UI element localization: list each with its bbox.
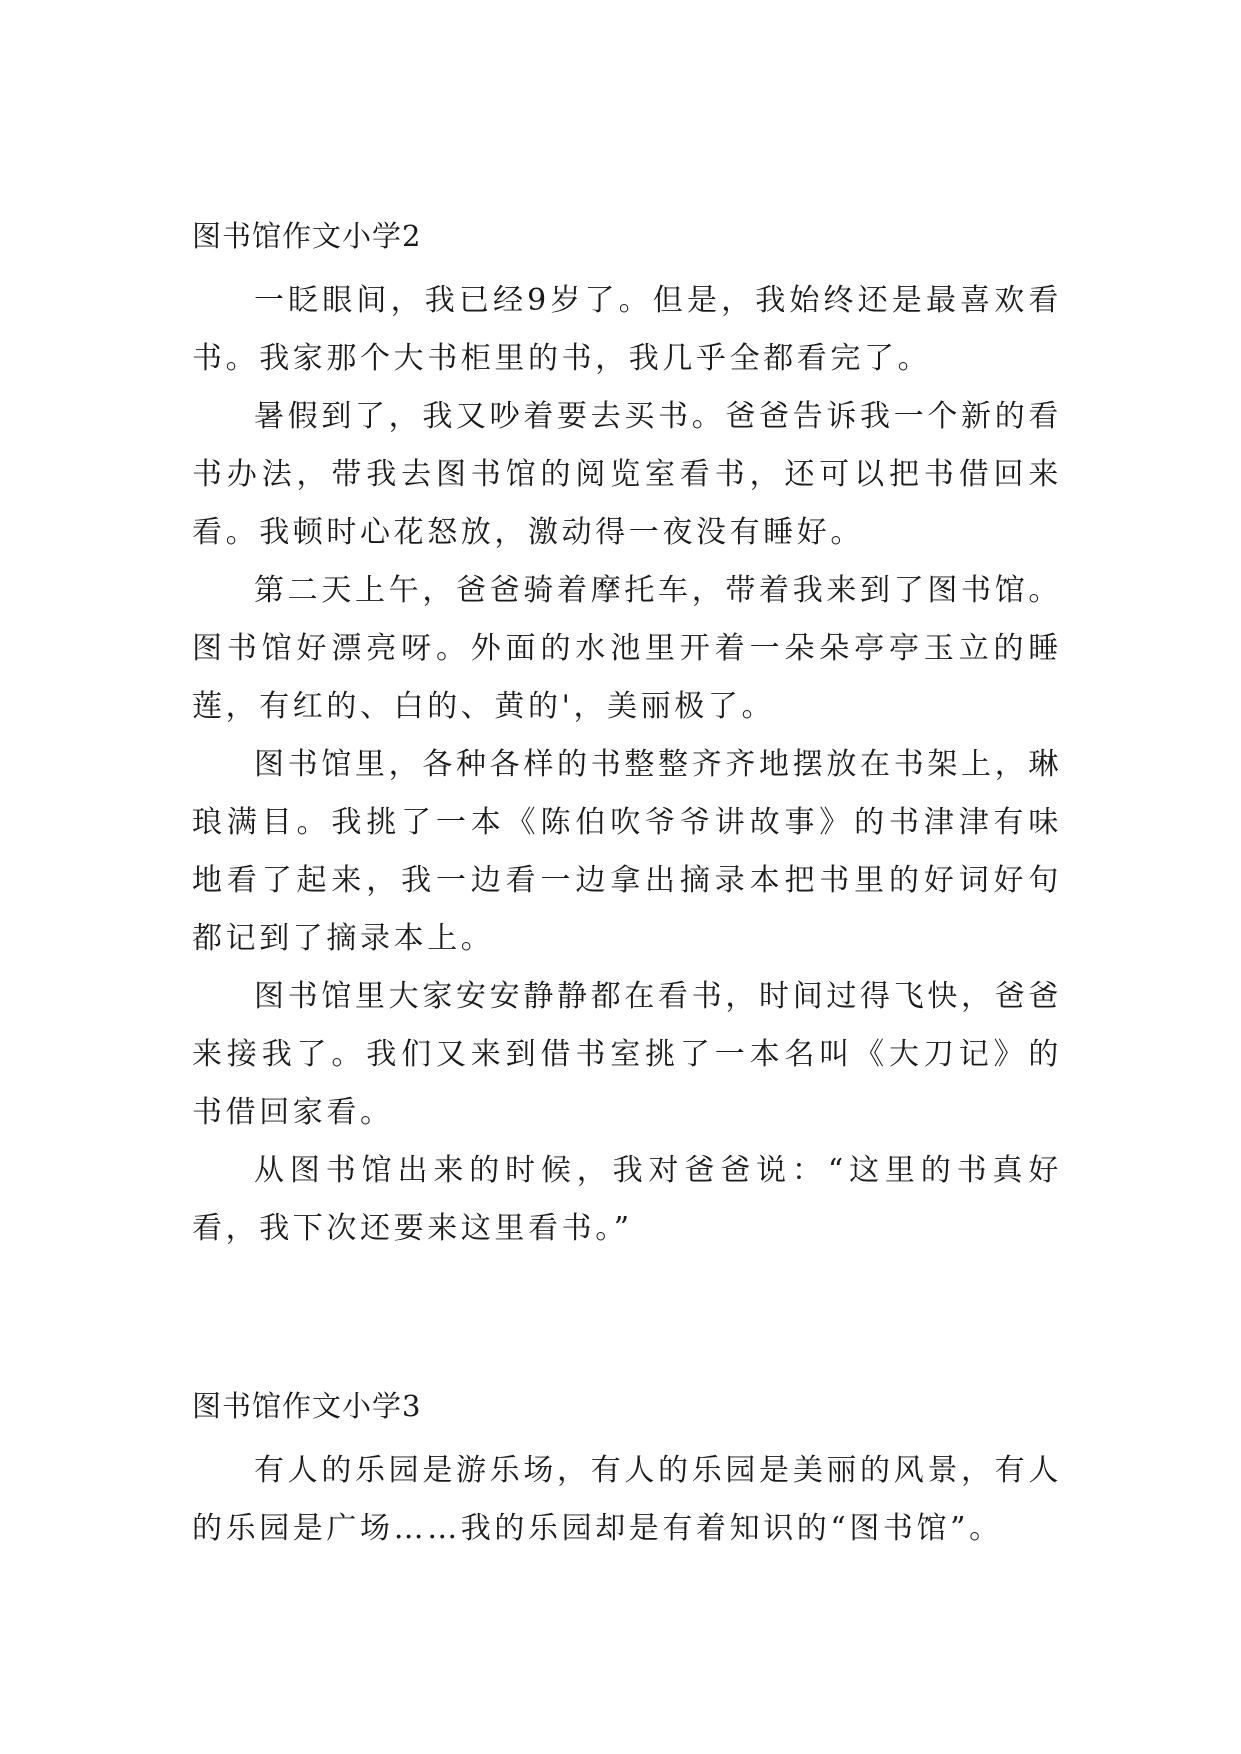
paragraph: 一眨眼间，我已经9岁了。但是，我始终还是最喜欢看书。我家那个大书柜里的书，我几乎全都看完了。 [192, 283, 1062, 376]
essay-2 [192, 216, 1062, 1258]
paragraph: 图书馆里，各种各样的书整整齐齐地摆放在书架上，琳琅满目。我挑了一本《陈伯吹爷爷讲故事》的书津津有味地看了起来，我一边看一边拿出摘录本把书里的好词好句都记到了摘录本上。 [192, 747, 1062, 956]
essay-3 [192, 1386, 1062, 1558]
essay-title: 图书馆作文小学2 [192, 219, 422, 253]
paragraph: 从图书馆出来的时候，我对爸爸说：“这里的书真好看，我下次还要来这里看书。” [192, 1153, 1062, 1246]
paragraph: 暑假到了，我又吵着要去买书。爸爸告诉我一个新的看书办法，带我去图书馆的阅览室看书，还可以把书借回来看。我顿时心花怒放，激动得一夜没有睡好。 [192, 399, 1062, 550]
paragraph: 图书馆里大家安安静静都在看书，时间过得飞快，爸爸来接我了。我们又来到借书室挑了一本名叫《大刀记》的书借回家看。 [192, 979, 1062, 1130]
essay-title: 图书馆作文小学3 [192, 1389, 422, 1423]
paragraph: 有人的乐园是游乐场，有人的乐园是美丽的风景，有人的乐园是广场……我的乐园却是有着知识的“图书馆”。 [192, 1453, 1062, 1546]
paragraph: 第二天上午，爸爸骑着摩托车，带着我来到了图书馆。图书馆好漂亮呀。外面的水池里开着一朵朵亭亭玉立的睡莲，有红的、白的、黄的'，美丽极了。 [192, 573, 1062, 724]
